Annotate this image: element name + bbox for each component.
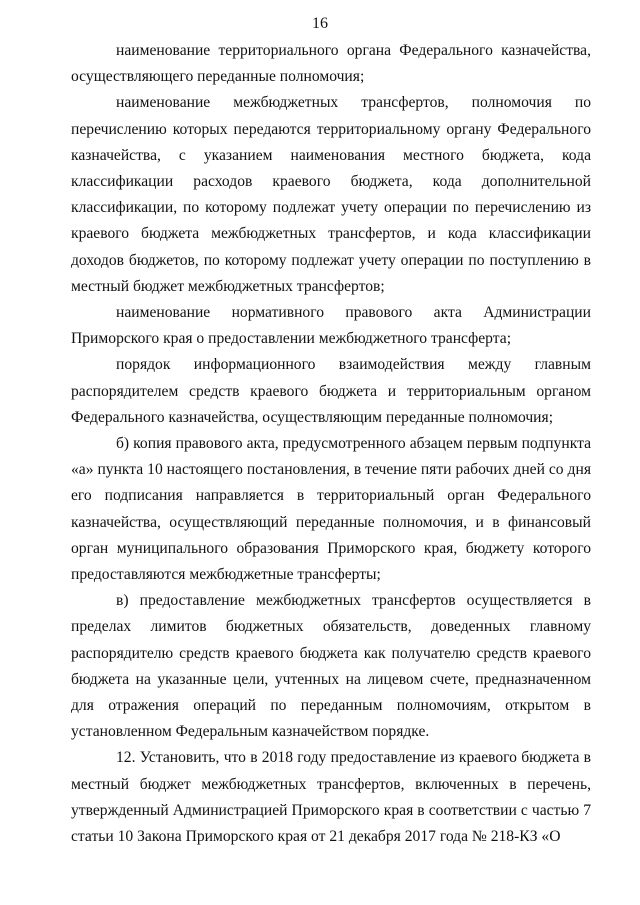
paragraph-section-12: 12. Установить, что в 2018 году предоставление из краевого бюджета в местный бюджет межбюджетных трансфертов, включенных в перечень, утвержденный Администрацией Приморского края в соответствии с частью 7 статьи 10 Закона Приморского края от 21 декабря 2017 года № 218-КЗ «О — [71, 749, 591, 846]
paragraph-territorial-body-name: наименование территориального органа Федерального казначейства, осуществляющего переданные полномочия; — [71, 42, 591, 86]
paragraph-transfer-name: наименование межбюджетных трансфертов, полномочия по перечислению которых передаются территориальному органу Федерального казначейства, с указанием наименования местного бюджета, кода классификации расходов краевого бюджета, кода дополнительной классификации, по которому подлежат учету операции по перечислению из краевого бюджета межбюджетных трансфертов, и кода классификации доходов бюджетов, по которому подлежат учету операции по поступлению в местный бюджет межбюджетных трансфертов; — [71, 94, 591, 295]
paragraph-legal-act-name: наименование нормативного правового акта Администрации Приморского края о предоставлении межбюджетного трансферта; — [71, 304, 591, 348]
paragraph-item-b: б) копия правового акта, предусмотренного абзацем первым подпункта «а» пункта 10 настоящего постановления, в течение пяти рабочих дней со дня его подписания направляется в территориальный орган Федерального казначейства, осуществляющий переданные полномочия, и в финансовый орган муниципального образования Приморского края, бюджету которого предоставляются межбюджетные трансферты; — [71, 435, 591, 584]
paragraph-interaction-procedure: порядок информационного взаимодействия между главным распорядителем средств краевого бюджета и территориальным органом Федерального казначейства, осуществляющим переданные полномочия; — [71, 356, 591, 426]
document-body — [71, 38, 591, 850]
paragraph-item-v: в) предоставление межбюджетных трансфертов осуществляется в пределах лимитов бюджетных обязательств, доведенных главному распорядителю средств краевого бюджета как получателю средств краевого бюджета на указанные цели, учтенных на лицевом счете, предназначенном для отражения операций по переданным полномочиям, открытом в установленном Федеральным казначейством порядке. — [71, 592, 591, 741]
page-number: 16 — [312, 15, 328, 32]
